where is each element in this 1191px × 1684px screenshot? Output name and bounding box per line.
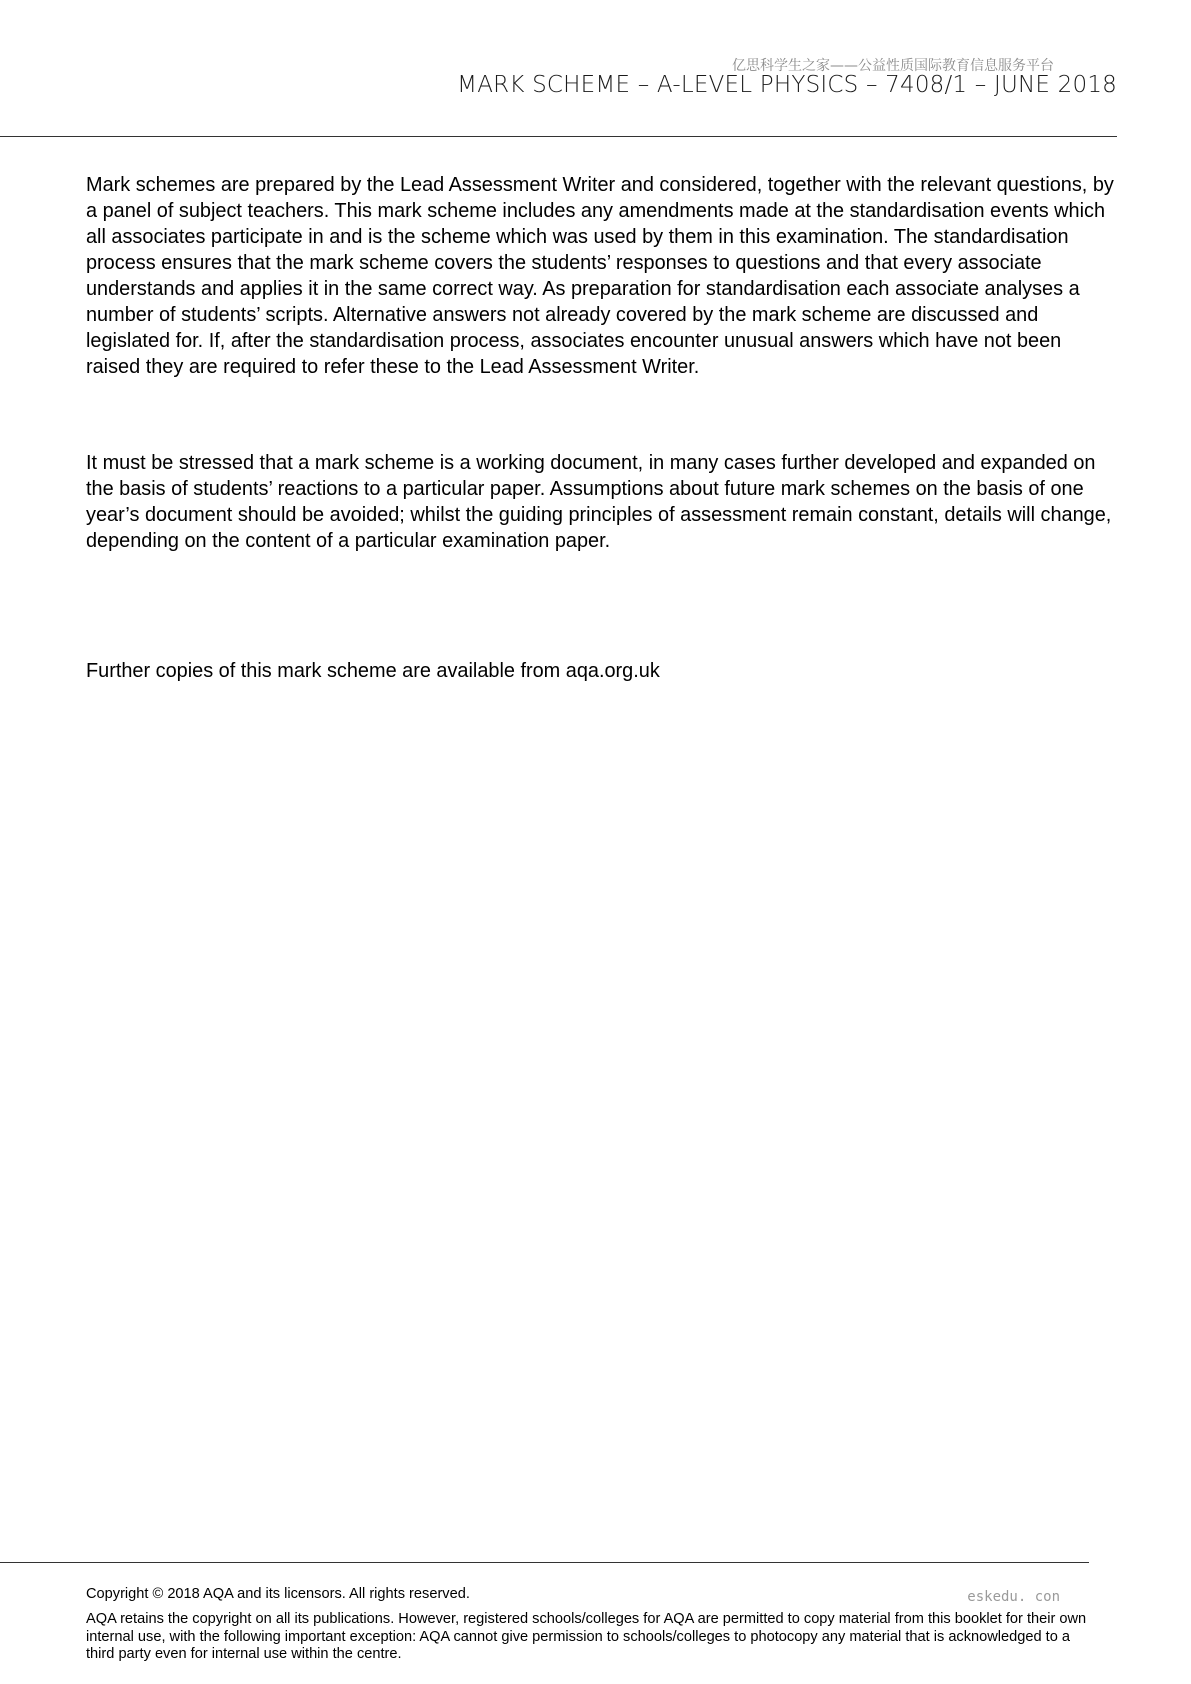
paragraph-standardisation: Mark schemes are prepared by the Lead Assessment Writer and considered, together with the relevant questions, by a panel of subject teachers. This mark scheme includes any amendments made at the standardisation events which all associates participate in and is the scheme which was used by them in this examination. The standardisation process ensures that the mark scheme covers the students’ responses to questions and that every associate understands and applies it in the same correct way. As preparation for standardisation each associate analyses a number of students’ scripts. Alternative answers not already covered by the mark scheme are discussed and legislated for. If, after the standardisation process, associates encounter unusual answers which have not been raised they are required to refer these to the Lead Assessment Writer. <box>86 174 1114 378</box>
footer-divider <box>0 1562 1089 1563</box>
header-divider <box>0 136 1117 137</box>
paragraph-further-copies: Further copies of this mark scheme are available from aqa.org.uk <box>86 660 660 682</box>
header-watermark: 亿思科学生之家——公益性质国际教育信息服务平台 <box>732 58 1054 74</box>
page-header-title: MARK SCHEME – A-LEVEL PHYSICS – 7408/1 – JUNE 2018 <box>457 72 1117 98</box>
footer-watermark: eskedu. con <box>967 1589 1060 1605</box>
paragraph-working-document: It must be stressed that a mark scheme is a working document, in many cases further developed and expanded on the basis of students’ reactions to a particular paper. Assumptions about future mark schemes on the basis of one year’s document should be avoided; whilst the guiding principles of assessment remain constant, details will change, depending on the content of a particular examination paper. <box>86 452 1112 552</box>
footer-copyright-notice: AQA retains the copyright on all its publications. However, registered schools/colleges for AQA are permitted to copy material from this booklet for their own internal use, with the following important exception: AQA cannot give permission to schools/colleges to photocopy any material that is acknowledged to a third party even for internal use within the centre. <box>86 1611 1087 1662</box>
footer-copyright: Copyright © 2018 AQA and its licensors. All rights reserved. <box>86 1586 470 1602</box>
